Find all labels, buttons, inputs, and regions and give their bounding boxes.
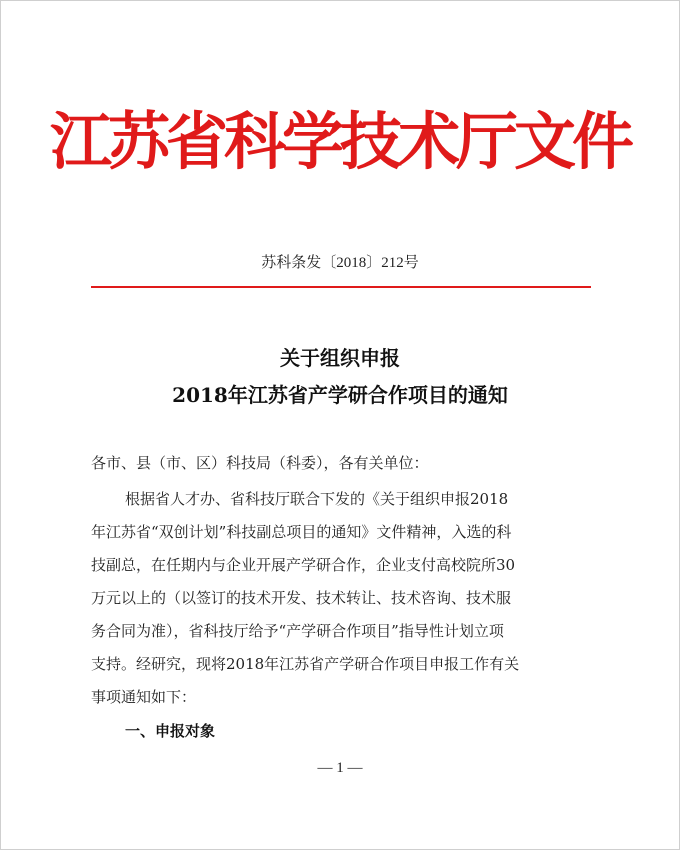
document-number: 苏科条发〔2018〕212号 [261,255,419,271]
paragraph-line: 支持。经研究，现将2018年江苏省产学研合作项目申报工作有关 [91,655,520,673]
paragraph-line: 根据省人才办、省科技厅联合下发的《关于组织申报2018 [125,490,509,508]
section-heading: 一、申报对象 [125,722,216,740]
paragraph-line: 年江苏省“双创计划”科技副总项目的通知》文件精神，入选的科 [91,523,512,541]
paragraph-line: 事项通知如下： [91,688,197,706]
paragraph-line: 万元以上的（以签订的技术开发、技术转让、技术咨询、技术服 [91,589,512,607]
notice-title-line-1: 关于组织申报 [280,346,400,370]
page-number: — 1 — [317,760,363,776]
notice-title-line-2: 2018年江苏省产学研合作项目的通知 [172,383,508,407]
paragraph-line: 务合同为准），省科技厅给予“产学研合作项目”指导性计划立项 [91,622,504,640]
red-divider-line [91,286,591,288]
paragraph-line: 技副总，在任期内与企业开展产学研合作，企业支付高校院所30 [91,556,516,574]
addressee-line: 各市、县（市、区）科技局（科委），各有关单位： [91,454,429,472]
issuing-authority-title: 江苏省科学技术厅文件 [49,105,630,178]
